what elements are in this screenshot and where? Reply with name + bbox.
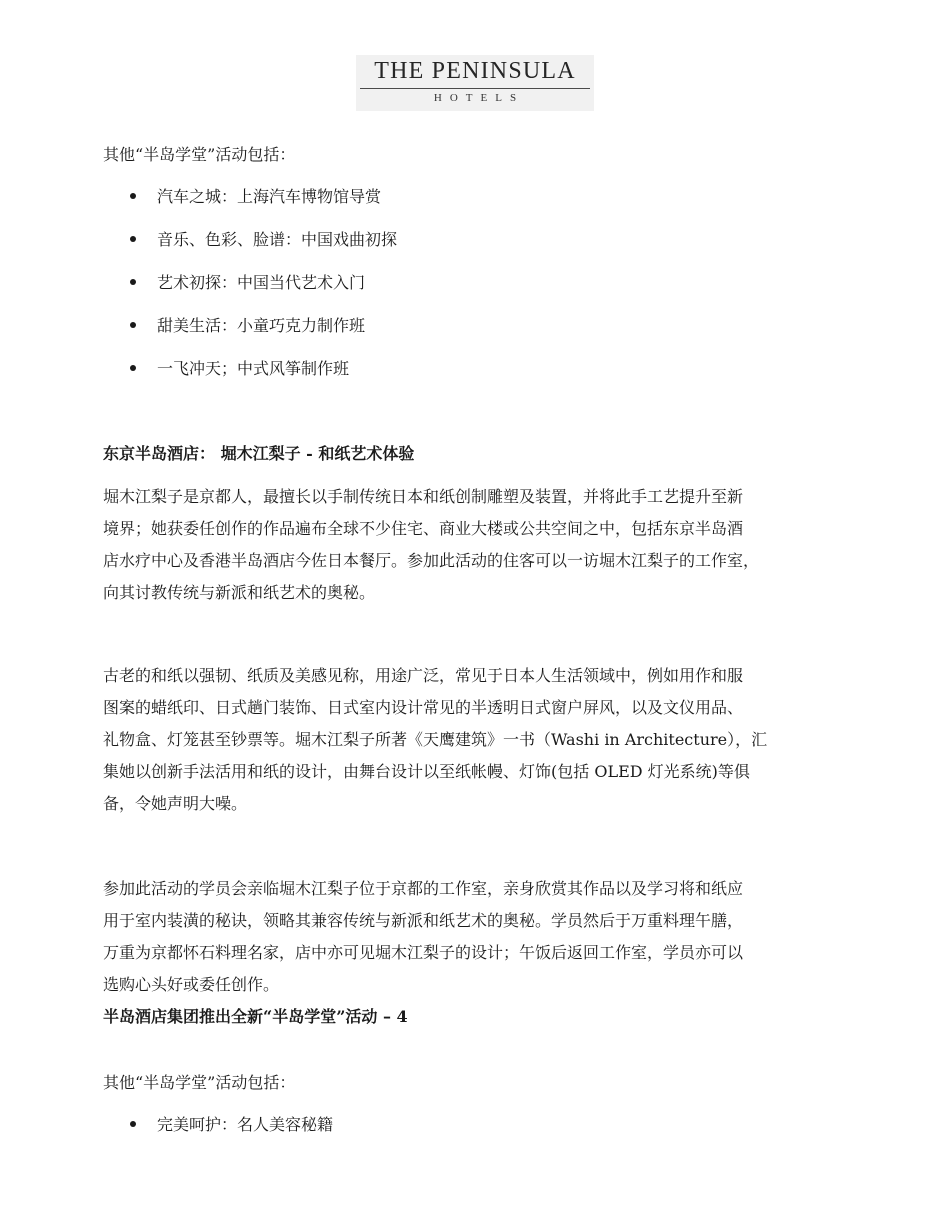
list-item-text: 甜美生活：小童巧克力制作班 [157, 316, 366, 335]
paragraph-2 [103, 660, 863, 820]
running-header: 半岛酒店集团推出全新“半岛学堂”活动 – 4 [103, 1007, 408, 1026]
list-item-text: 汽车之城：上海汽车博物馆导赏 [157, 187, 382, 206]
paragraph-line: 参加此活动的学员会亲临堀木江梨子位于京都的工作室，亲身欣赏其作品以及学习将和纸应 [103, 879, 744, 898]
paragraph-line: 选购心头好或委任创作。 [103, 975, 280, 994]
bullet-icon [130, 322, 136, 328]
logo-subtitle: HOTELS [433, 92, 525, 104]
logo-wordmark: THE PENINSULA [374, 58, 576, 84]
list-item-text: 一飞冲天；中式风筝制作班 [157, 359, 350, 378]
paragraph-line: 集她以创新手法活用和纸的设计，由舞台设计以至纸帐幔、灯饰(包括 OLED 灯光系统)等俱 [103, 762, 750, 781]
bullet-icon [130, 193, 136, 199]
paragraph-line: 用于室内装潢的秘诀，领略其兼容传统与新派和纸艺术的奥秘。学员然后于万重料理午膳， [103, 911, 744, 930]
paragraph-line: 店水疗中心及香港半岛酒店今佐日本餐厅。参加此活动的住客可以一访堀木江梨子的工作室， [103, 551, 760, 570]
paragraph-line: 向其讨教传统与新派和纸艺术的奥秘。 [103, 583, 376, 602]
paragraph-line: 礼物盒、灯笼甚至钞票等。堀木江梨子所著《天鹰建筑》一书（Washi in Architecture），汇 [103, 730, 768, 749]
paragraph-line: 境界；她获委任创作的作品遍布全球不少住宅、商业大楼或公共空间之中，包括东京半岛酒 [103, 519, 744, 538]
section-heading: 东京半岛酒店： 堀木江梨子 - 和纸艺术体验 [103, 444, 415, 463]
paragraph-line: 图案的蜡纸印、日式趟门装饰、日式室内设计常见的半透明日式窗户屏风，以及文仪用品、 [103, 698, 744, 717]
bullet-icon [130, 279, 136, 285]
paragraph-3 [103, 873, 863, 1001]
list-item-text: 完美呵护：名人美容秘籍 [157, 1115, 334, 1134]
logo-rule [360, 88, 590, 89]
list-item-text: 艺术初探：中国当代艺术入门 [157, 273, 366, 292]
paragraph-line: 古老的和纸以强韧、纸质及美感见称，用途广泛，常见于日本人生活领域中，例如用作和服 [103, 666, 744, 685]
paragraph-line: 堀木江梨子是京都人，最擅长以手制传统日本和纸创制雕塑及装置，并将此手工艺提升至新 [103, 487, 744, 506]
paragraph-line: 万重为京都怀石料理名家，店中亦可见堀木江梨子的设计；午饭后返回工作室，学员亦可以 [103, 943, 744, 962]
bullet-icon [130, 236, 136, 242]
list-item-text: 音乐、色彩、脸谱：中国戏曲初探 [157, 230, 398, 249]
intro-text: 其他“半岛学堂”活动包括： [103, 145, 296, 164]
bullet-icon [130, 365, 136, 371]
bullet-icon [130, 1121, 136, 1127]
paragraph-1 [103, 481, 863, 609]
paragraph-line: 备，令她声明大噪。 [103, 794, 248, 813]
peninsula-logo [356, 55, 594, 111]
intro-text: 其他“半岛学堂”活动包括： [103, 1073, 296, 1092]
